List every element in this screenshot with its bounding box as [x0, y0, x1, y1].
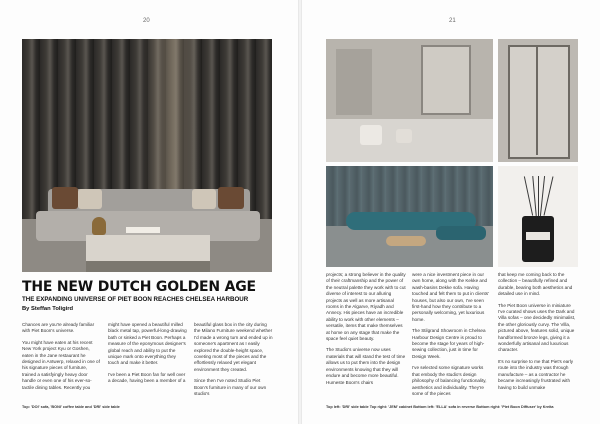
text-column-right-2: [412, 272, 492, 402]
coffee-table: [386, 236, 426, 246]
coffee-table-base: [86, 261, 210, 272]
page-number-right: 21: [449, 18, 456, 24]
coffee-table: [86, 235, 210, 261]
paragraph: I've been a Piet Boon fan for well over a decade, having been a member of a: [108, 371, 186, 384]
shelving-unit: [421, 45, 471, 115]
paragraph: Since then I've noted Studio Piet Boon's furniture in many of our own studio's: [194, 378, 267, 397]
paragraph: projects; a strong believer in the quality of their craftmanship and the power of the neutral palette they work with to cut diverse of interest to our alluring projects as well as more artisanal rooms in the Algarve, Riyadh and Annecy. His pieces have an incredible ability to work with other elements – versatile, items that make themselves at home on any stage that make the space feel quiet beauty.: [326, 272, 406, 342]
diffuser-reed: [544, 176, 554, 215]
paragraph: I've selected some signature works that embody the studio's design philosophy of balancing functionality, aesthetics and individuality. They're some of the pieces: [412, 365, 487, 396]
paragraph: might have opened a beautiful milled black metal tap, powerful-long-drawing bath or sinked a Piet Boon. Perhaps a measure of the eponymous designer's global reach and ability to put the unique mark onto everything they touch and make it better.: [108, 322, 187, 366]
image-caption-left: Top: 'DOI' sofa, 'BONI' coffee table and 'DRI' side table: [22, 405, 120, 409]
article-subtitle: THE EXPANDING UNIVERSE OF PIET BOON REACHES CHELSEA HARBOUR: [22, 296, 249, 303]
paragraph: The Piet Boon universe in miniature I've curated shows uses the Dark and Villa sofas – one decidedly minimalist, the other gloriously curvy. The Villa, pictured above, features solid, unique handformed bronze legs, giving it a wonderfully artisanal and luxurious character.: [498, 302, 576, 353]
paragraph: You might have eaten at his recent New York project Kyu or Goshen, eaten in the Jane restaurant he designed in Antwerp, relaxed in one of his signature pieces of furniture, trained a satisfyingly heavy door handle or even one of his ever-so-tactile dining tables. Recently you: [22, 339, 100, 390]
teal-sofa-lounge-photo: [326, 166, 493, 267]
vase: [92, 217, 106, 235]
cushion: [218, 187, 244, 209]
text-column-left-2: [108, 322, 188, 390]
cushion: [192, 189, 216, 209]
text-column-right-3: [498, 272, 578, 396]
text-column-left-1: [22, 322, 102, 396]
diffuser-reed: [532, 176, 536, 216]
reed-diffuser-photo: [498, 166, 578, 267]
side-table: [396, 129, 412, 143]
paragraph: were a nice investment piece in our own home, along with the Kekke and wash-basins Dekke sofa. Having touched and felt them to put in clients' houses, but also our own, I've seen first-hand how they contribute to a personally welcoming, yet luxurious home.: [412, 272, 489, 322]
interior-shelving-photo: [326, 39, 493, 162]
article-byline: By Steffan Toligird: [22, 306, 74, 312]
paragraph: The Studio's universe now uses materials that will stand the test of time allows us to put them into the design environments knowing that they will endure and become more beautiful. Humeste Boon's chairs: [326, 347, 406, 385]
side-table: [360, 125, 382, 145]
image-caption-right: Top left: 'DRI' side table Top right: 'JEM' cabinet Bottom left: 'ELLA' sofa in reverse Bottom right: 'Piet Boon Diffuser' by Kreita: [326, 405, 554, 409]
article-title: THE NEW DUTCH GOLDEN AGE: [22, 279, 256, 295]
diffuser-reed: [538, 176, 539, 216]
cushion: [78, 189, 102, 209]
cabinet-frame: [508, 45, 570, 159]
paragraph: that keep me coming back to the collection – beautifully refined and durable, bearing both aesthetics and detailed use in mind.: [498, 272, 573, 297]
paragraph: beautiful glass box in the city during the Milano Furniture weekend whether I'd made a wrong turn and ended up in someone's apartment as I easily explored the double-height space, coveting most of the pieces and the effortlessly relaxed yet elegant environment they created.: [194, 322, 273, 372]
paragraph: Chances are you're already familiar with Piet Boon's universe.: [22, 322, 95, 334]
paragraph: It's no surprise to me that Piet's early route into the industry was through manufacture – as a contractor he became increasingly frustrated with having to build unmake: [498, 358, 574, 390]
diffuser-reed: [524, 176, 533, 215]
bottle-label: [526, 232, 550, 240]
paragraph: The Stilgrand Showroom in Chelsea Harbour Design Centre is proud to become the stage for years of high-sewing collection, just in time for Design Week.: [412, 328, 486, 359]
book: [126, 227, 160, 233]
cabinet-divider: [536, 45, 538, 155]
glass-cabinet-photo: [498, 39, 578, 162]
text-column-left-3: [194, 322, 274, 402]
teal-sofa-section: [436, 226, 486, 240]
text-column-right-1: [326, 272, 406, 391]
hero-living-room-photo: [22, 39, 272, 272]
doorway: [336, 49, 372, 115]
page-number-left: 20: [143, 18, 150, 24]
cushion: [52, 187, 78, 209]
